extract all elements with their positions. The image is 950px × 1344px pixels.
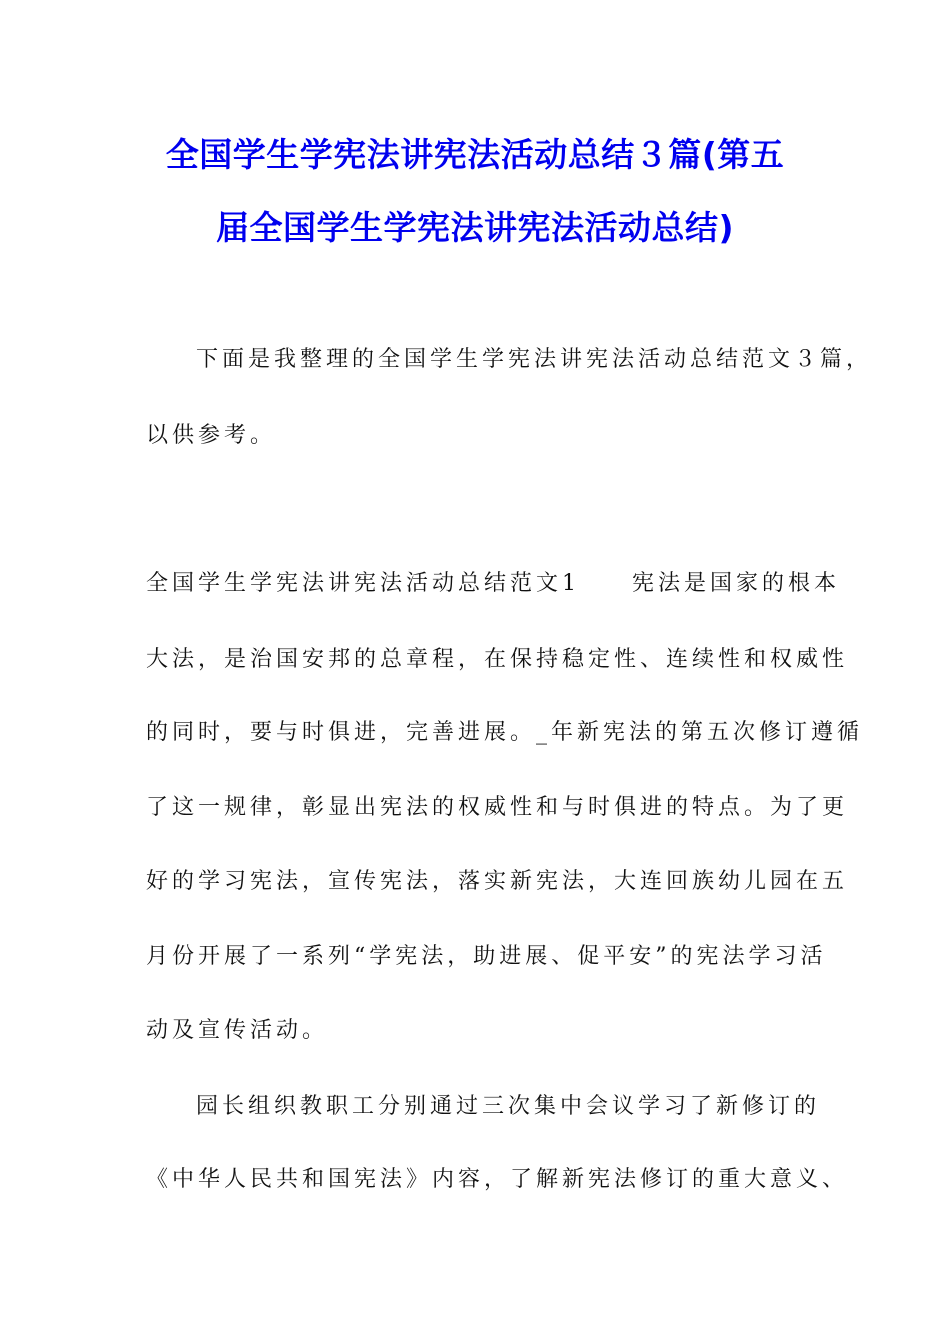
- body-line-2: 大法，是治国安邦的总章程，在保持稳定性、连续性和权威性: [146, 647, 849, 672]
- body-line-1: 全国学生学宪法讲宪法活动总结范文1 宪法是国家的根本: [146, 571, 840, 596]
- intro-line-1: 下面是我整理的全国学生学宪法讲宪法活动总结范文３篇，: [196, 347, 873, 372]
- body-line-6: 月份开展了一系列“学宪法，助进展、促平安”的宪法学习活: [146, 944, 827, 969]
- intro-line-2: 以供参考。: [146, 423, 277, 448]
- body-line-7: 动及宣传活动。: [146, 1018, 329, 1043]
- body-line-5: 好的学习宪法，宣传宪法，落实新宪法，大连回族幼儿园在五: [146, 869, 849, 894]
- document-title-line-2: 届全国学生学宪法讲宪法活动总结): [215, 208, 735, 247]
- body-line-9: 《中华人民共和国宪法》内容，了解新宪法修订的重大意义、: [146, 1167, 849, 1192]
- body-line-3: 的同时，要与时俱进，完善进展。_年新宪法的第五次修订遵循: [146, 720, 864, 745]
- document-title-line-1: 全国学生学宪法讲宪法活动总结３篇(第五: [165, 135, 785, 174]
- body-line-8: 园长组织教职工分别通过三次集中会议学习了新修订的: [196, 1094, 821, 1119]
- body-line-4: 了这一规律，彰显出宪法的权威性和与时俱进的特点。为了更: [146, 795, 849, 820]
